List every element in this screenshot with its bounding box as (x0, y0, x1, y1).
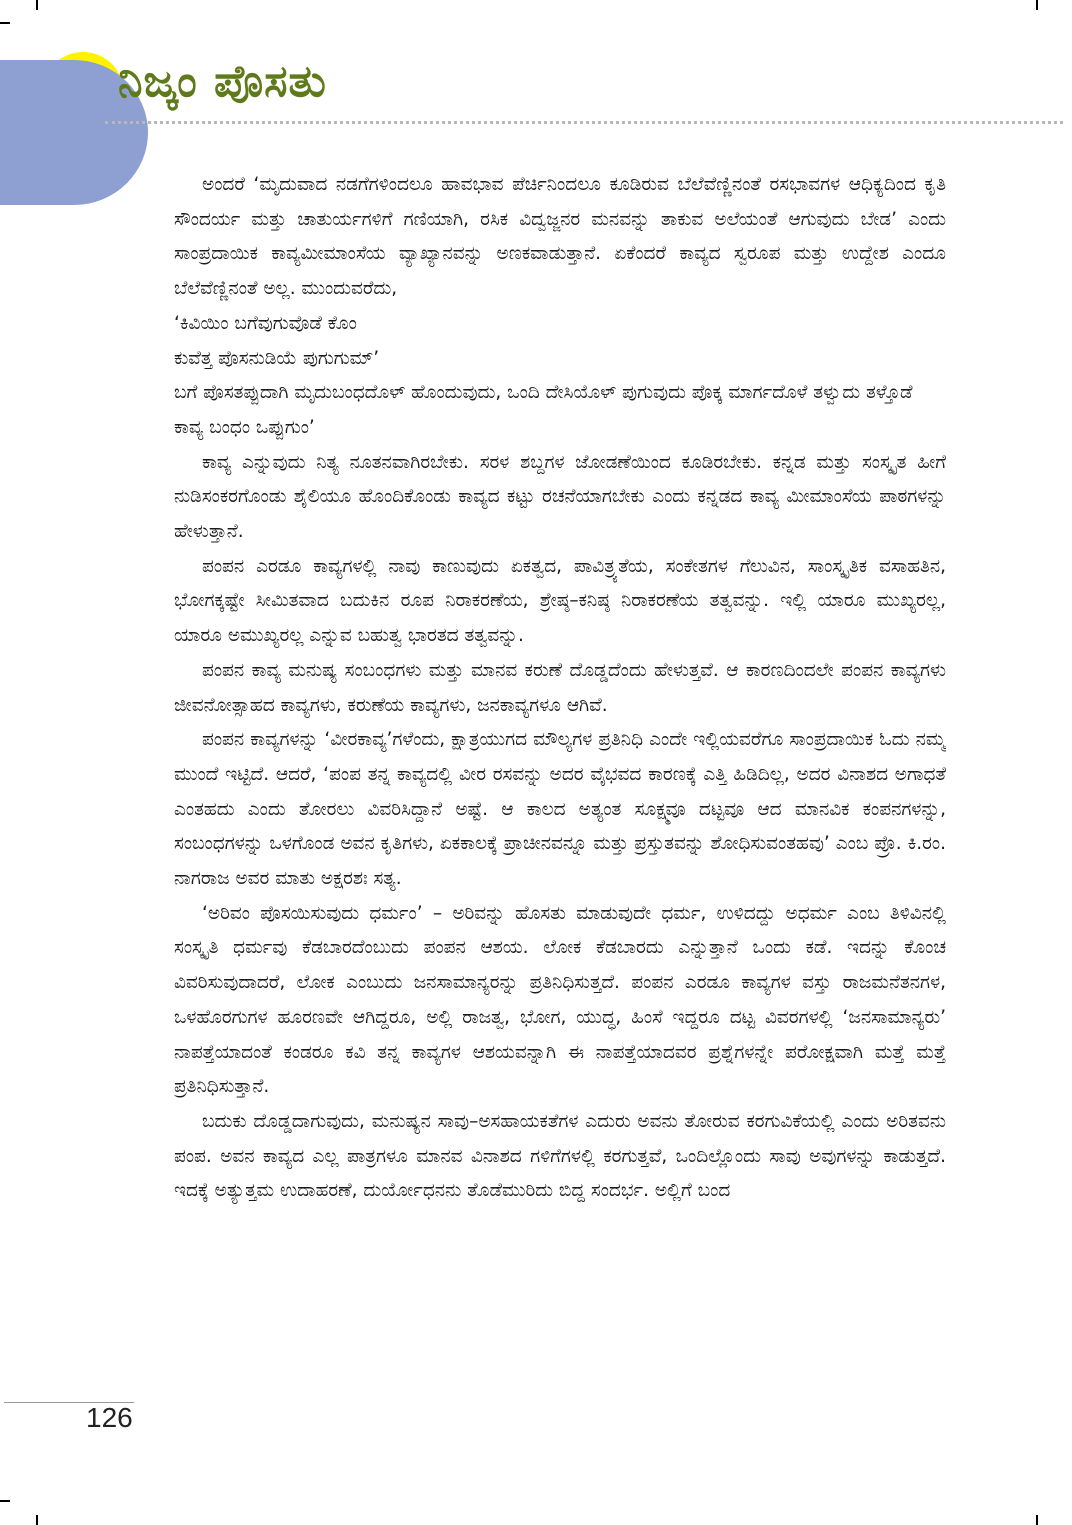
paragraph: ‘ಅರಿವಂ ಪೊಸಯಿಸುವುದು ಧರ್ಮಂ’ – ಅರಿವನ್ನು ಹೊಸತು ಮಾಡುವುದೇ ಧರ್ಮ, ಉಳಿದದ್ದು ಅಧರ್ಮ ಎಂಬ ತಿಳಿವಿನಲ್ಲಿ ಸಂಸ್ಕೃತಿ ಧರ್ಮವು ಕೆಡಬಾರದೆಂಬುದು ಪಂಪನ ಆಶಯ. ಲೋಕ ಕೆಡಬಾರದು ಎನ್ನುತ್ತಾನೆ ಒಂದು ಕಡೆ. ಇದನ್ನು ಕೊಂಚ ವಿವರಿಸುವುದಾದರೆ, ಲೋಕ ಎಂಬುದು ಜನಸಾಮಾನ್ಯರನ್ನು ಪ್ರತಿನಿಧಿಸುತ್ತದೆ. ಪಂಪನ ಎರಡೂ ಕಾವ್ಯಗಳ ವಸ್ತು ರಾಜಮನೆತನಗಳ, ಒಳಹೊರಗುಗಳ ಹೂರಣವೇ ಆಗಿದ್ದರೂ, ಅಲ್ಲಿ ರಾಜತ್ವ, ಭೋಗ, ಯುದ್ಧ, ಹಿಂಸೆ ಇದ್ದರೂ ದಟ್ಟ ವಿವರಗಳಲ್ಲಿ ‘ಜನಸಾಮಾನ್ಯರು’ ನಾಪತ್ತೆಯಾದಂತೆ ಕಂಡರೂ ಕವಿ ತನ್ನ ಕಾವ್ಯಗಳ ಆಶಯವನ್ನಾಗಿ ಈ ನಾಪತ್ತೆಯಾದವರ ಪ್ರಶ್ನೆಗಳನ್ನೇ ಪರೋಕ್ಷವಾಗಿ ಮತ್ತೆ ಮತ್ತೆ ಪ್ರತಿನಿಧಿಸುತ್ತಾನೆ. (174, 902, 946, 1098)
verse-line: ಕುವೆತ್ತ ಪೊಸನುಡಿಯೆ ಪುಗುಗುಮ್’ (174, 347, 380, 369)
crop-mark-top-left (36, 0, 38, 10)
paragraph: ಪಂಪನ ಕಾವ್ಯ ಮನುಷ್ಯ ಸಂಬಂಧಗಳು ಮತ್ತು ಮಾನವ ಕರುಣೆ ದೊಡ್ಡದೆಂದು ಹೇಳುತ್ತವೆ. ಆ ಕಾರಣದಿಂದಲೇ ಪಂಪನ ಕಾವ್ಯಗಳು ಜೀವನೋತ್ಸಾಹದ ಕಾವ್ಯಗಳು, ಕರುಣೆಯ ಕಾವ್ಯಗಳು, ಜನಕಾವ್ಯಗಳೂ ಆಗಿವೆ. (174, 659, 946, 716)
paragraph: ಪಂಪನ ಕಾವ್ಯಗಳನ್ನು ‘ವೀರಕಾವ್ಯ’ಗಳೆಂದು, ಕ್ಷಾತ್ರಯುಗದ ಮೌಲ್ಯಗಳ ಪ್ರತಿನಿಧಿ ಎಂದೇ ಇಲ್ಲಿಯವರೆಗೂ ಸಾಂಪ್ರದಾಯಿಕ ಓದು ನಮ್ಮ ಮುಂದೆ ಇಟ್ಟಿದೆ. ಆದರೆ, ‘ಪಂಪ ತನ್ನ ಕಾವ್ಯದಲ್ಲಿ ವೀರ ರಸವನ್ನು ಅದರ ವೈಭವದ ಕಾರಣಕ್ಕೆ ಎತ್ತಿ ಹಿಡಿದಿಲ್ಲ, ಅದರ ವಿನಾಶದ ಅಗಾಧತೆ ಎಂತಹದು ಎಂದು ತೋರಲು ವಿವರಿಸಿದ್ದಾನೆ ಅಷ್ಟೆ. ಆ ಕಾಲದ ಅತ್ಯಂತ ಸೂಕ್ಷ್ಮವೂ ದಟ್ಟವೂ ಆದ ಮಾನವಿಕ ಕಂಪನಗಳನ್ನು, ಸಂಬಂಧಗಳನ್ನು ಒಳಗೊಂಡ ಅವನ ಕೃತಿಗಳು, ಏಕಕಾಲಕ್ಕೆ ಪ್ರಾಚೀನವನ್ನೂ ಮತ್ತು ಪ್ರಸ್ತುತವನ್ನು ಶೋಧಿಸುವಂತಹವು’ ಎಂಬ ಪ್ರೊ. ಕಿ.ರಂ. ನಾಗರಾಜ ಅವರ ಮಾತು ಅಕ್ಷರಶಃ ಸತ್ಯ. (174, 729, 946, 890)
verse-line: ‘ಕಿವಿಯಿಂ ಬಗೆವುಗುವೊಡೆ ಕೊಂ (174, 312, 357, 334)
paragraph: ಬದುಕು ದೊಡ್ಡದಾಗುವುದು, ಮನುಷ್ಯನ ಸಾವು–ಅಸಹಾಯಕತೆಗಳ ಎದುರು ಅವನು ತೋರುವ ಕರಗುವಿಕೆಯಲ್ಲಿ ಎಂದು ಅರಿತವನು ಪಂಪ. ಅವನ ಕಾವ್ಯದ ಎಲ್ಲ ಪಾತ್ರಗಳೂ ಮಾನವ ವಿನಾಶದ ಗಳಿಗೆಗಳಲ್ಲಿ ಕರಗುತ್ತವೆ, ಒಂದಿಲ್ಲೊಂದು ಸಾವು ಅವುಗಳನ್ನು ಕಾಡುತ್ತದೆ. ಇದಕ್ಕೆ ಅತ್ಯುತ್ತಮ ಉದಾಹರಣೆ, ದುರ್ಯೋಧನನು ತೊಡೆಮುರಿದು ಬಿದ್ದ ಸಂದರ್ಭ. ಅಲ್ಲಿಗೆ ಬಂದ (174, 1110, 946, 1202)
paragraph: ಕಾವ್ಯ ಎನ್ನುವುದು ನಿತ್ಯ ನೂತನವಾಗಿರಬೇಕು. ಸರಳ ಶಬ್ದಗಳ ಜೋಡಣೆಯಿಂದ ಕೂಡಿರಬೇಕು. ಕನ್ನಡ ಮತ್ತು ಸಂಸ್ಕೃತ ಹೀಗೆ ನುಡಿಸಂಕರಗೊಂಡು ಶೈಲಿಯೂ ಹೊಂದಿಕೊಂಡು ಕಾವ್ಯದ ಕಟ್ಟು ರಚನೆಯಾಗಬೇಕು ಎಂದು ಕನ್ನಡದ ಕಾವ್ಯ ಮೀಮಾಂಸೆಯ ಪಾಠಗಳನ್ನು ಹೇಳುತ್ತಾನೆ. (174, 451, 946, 543)
section-title: ನಿಜ್ಕಂ ಪೊಸತು (118, 56, 327, 107)
crop-mark-bottom-left (36, 1515, 38, 1525)
paragraph: ಅಂದರೆ ‘ಮೃದುವಾದ ನಡಗೆಗಳಿಂದಲೂ ಹಾವಭಾವ ಪೆರ್ಚಿನಿಂದಲೂ ಕೂಡಿರುವ ಬೆಲೆವೆಣ್ಣಿನಂತೆ ರಸಭಾವಗಳ ಆಧಿಕ್ಯದಿಂದ ಕೃತಿ ಸೌಂದರ್ಯ ಮತ್ತು ಚಾತುರ್ಯಗಳಿಗೆ ಗಣಿಯಾಗಿ, ರಸಿಕ ವಿದ್ವಜ್ಜನರ ಮನವನ್ನು ತಾಕುವ ಅಲೆಯಂತೆ ಆಗುವುದು ಬೇಡ’ ಎಂದು ಸಾಂಪ್ರದಾಯಿಕ ಕಾವ್ಯಮೀಮಾಂಸೆಯ ವ್ಯಾಖ್ಯಾನವನ್ನು ಅಣಕವಾಡುತ್ತಾನೆ. ಏಕೆಂದರೆ ಕಾವ್ಯದ ಸ್ವರೂಪ ಮತ್ತು ಉದ್ದೇಶ ಎಂದೂ ಬೆಲೆವೆಣ್ಣಿನಂತೆ ಅಲ್ಲ. ಮುಂದುವರೆದು, (174, 174, 946, 300)
paragraph: ಬಗೆ ಪೊಸತಪ್ಪುದಾಗಿ ಮೃದುಬಂಧದೊಳ್ ಹೊಂದುವುದು, ಒಂದಿ ದೇಸಿಯೊಳ್ ಪುಗುವುದು ಪೊಕ್ಕ ಮಾರ್ಗದೊಳೆ ತಳ್ವುದು ತಳ್ತೊಡೆ ಕಾವ್ಯ ಬಂಧಂ ಒಪ್ಪುಗುಂ’ (174, 382, 913, 438)
crop-mark-left-upper (0, 22, 10, 24)
crop-mark-left-lower (0, 1500, 10, 1502)
header-dotted-rule (105, 121, 1063, 124)
crop-mark-bottom-right (1036, 1515, 1038, 1525)
page-number: 126 (86, 1402, 133, 1433)
paragraph: ಪಂಪನ ಎರಡೂ ಕಾವ್ಯಗಳಲ್ಲಿ ನಾವು ಕಾಣುವುದು ಏಕತ್ವದ, ಪಾವಿತ್ರ್ಯತೆಯ, ಸಂಕೇತಗಳ ಗೆಲುವಿನ, ಸಾಂಸ್ಕೃತಿಕ ವಸಾಹತಿನ, ಭೋಗಕ್ಕಷ್ಟೇ ಸೀಮಿತವಾದ ಬದುಕಿನ ರೂಪ ನಿರಾಕರಣೆಯ, ಶ್ರೇಷ್ಠ–ಕನಿಷ್ಠ ನಿರಾಕರಣೆಯ ತತ್ವವನ್ನು. ಇಲ್ಲಿ ಯಾರೂ ಮುಖ್ಯರಲ್ಲ, ಯಾರೂ ಅಮುಖ್ಯರಲ್ಲ ಎನ್ನುವ ಬಹುತ್ವ ಭಾರತದ ತತ್ವವನ್ನು. (174, 555, 946, 647)
body-text (174, 168, 946, 1388)
crop-mark-top-right (1036, 0, 1038, 10)
